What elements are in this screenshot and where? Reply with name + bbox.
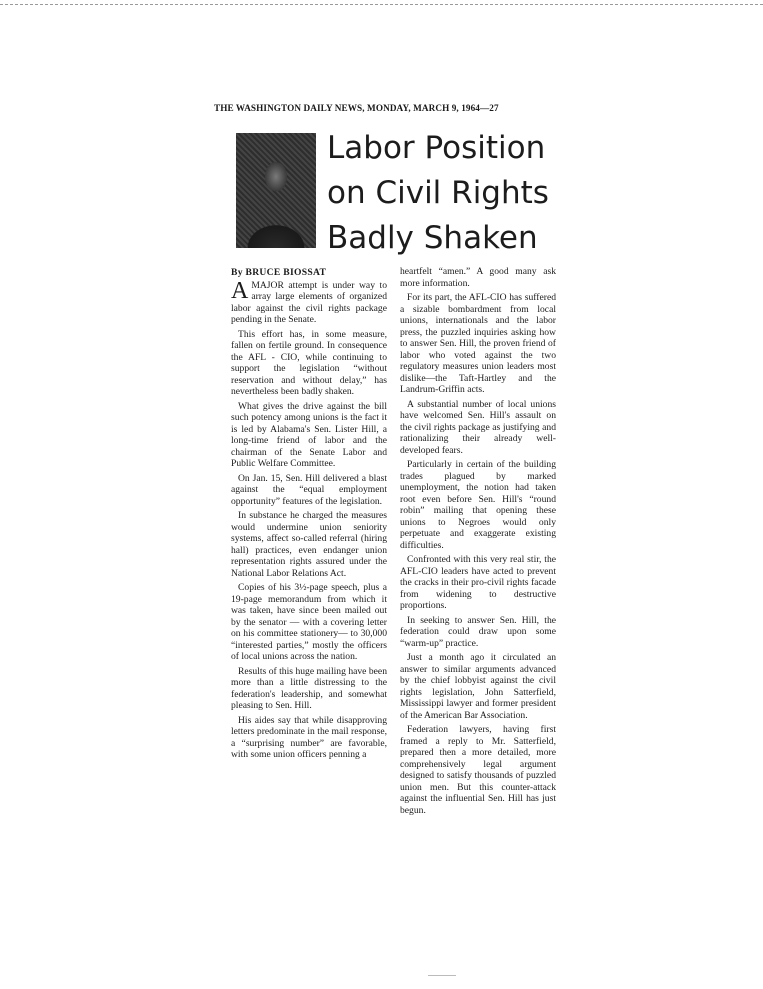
article-headline bbox=[327, 126, 627, 261]
paragraph: Confronted with this very real stir, the AFL-CIO leaders have acted to prevent the cracks in their pro-civil rights facade from widening to destructive proportions. bbox=[400, 554, 556, 611]
paragraph: In seeking to answer Sen. Hill, the federation could draw upon some “warm-up” practice. bbox=[400, 614, 556, 649]
paragraph: This effort has, in some measure, fallen on fertile ground. In consequence the AFL - CIO, while continuing to support the legislation “without reservation and without delay,” has nevertheless been badly shaken. bbox=[231, 328, 387, 397]
headline-line-2: on Civil Rights bbox=[327, 175, 549, 211]
page-top-dashed-rule bbox=[0, 4, 763, 5]
paragraph: Results of this huge mailing have been more than a little distressing to the federation's leadership, and somewhat pleasing to Sen. Hill. bbox=[231, 665, 387, 711]
paragraph: Particularly in certain of the building trades plagued by marked unemployment, the notion had taken root even before Sen. Hill's “round robin” mailing that opening these unions to Negroes would only perpetuate and exaggerate existing difficulties. bbox=[400, 459, 556, 551]
lead-paragraph bbox=[231, 277, 387, 326]
byline: By BRUCE BIOSSAT bbox=[231, 267, 327, 278]
paragraph: His aides say that while disapproving letters predominate in the mail response, a “surprising number” are favorable, with some union officers penning a bbox=[231, 714, 387, 760]
author-photo bbox=[236, 133, 316, 248]
paragraph: What gives the drive against the bill such potency among unions is the fact it is led by Alabama's Sen. Lister Hill, a long-time friend of labor and the chairman of the Senate Labor and Public Welfare Committee. bbox=[231, 400, 387, 469]
paragraph: For its part, the AFL-CIO has suffered a sizable bombardment from local unions, internationals and the labor press, the puzzled inquiries asking how to answer Sen. Hill, the proven friend of labor who voted against the two regulatory measures union leaders most dislike—the Taft-Hartley and the Landrum-Griffin acts. bbox=[400, 292, 556, 395]
newspaper-masthead: THE WASHINGTON DAILY NEWS, MONDAY, MARCH 9, 1964—27 bbox=[214, 103, 499, 113]
article-column-1 bbox=[231, 267, 387, 761]
paragraph: Federation lawyers, having first framed a reply to Mr. Satterfield, prepared then a more detailed, more comprehensively legal argument designed to satisfy thousands of puzzled union men. But this counter-attack against the influential Sen. Hill has just begun. bbox=[400, 724, 556, 816]
paragraph: heartfelt “amen.” A good many ask more information. bbox=[400, 266, 556, 289]
drop-cap: A bbox=[231, 277, 249, 304]
headline-line-1: Labor Position bbox=[327, 130, 546, 166]
article-column-2 bbox=[400, 266, 556, 816]
paragraph: In substance he charged the measures would undermine union seniority systems, affect so-called referral (hiring hall) practices, even endanger union representation rights assured under the National Labor Relations Act. bbox=[231, 510, 387, 579]
paragraph: Just a month ago it circulated an answer to similar arguments advanced by the chief lobbyist against the civil rights legislation, John Satterfield, Mississippi lawyer and former president of the American Bar Association. bbox=[400, 652, 556, 721]
headline-line-3: Badly Shaken bbox=[327, 220, 538, 256]
page-bottom-mark bbox=[428, 975, 456, 976]
paragraph: On Jan. 15, Sen. Hill delivered a blast against the “equal employment opportunity” features of the legislation. bbox=[231, 472, 387, 507]
paragraph: Copies of his 3½-page speech, plus a 19-page memorandum from which it was taken, have since been mailed out by the senator — with a covering letter on his committee stationery— to 30,000 “interested parties,” mostly the officers of local unions across the nation. bbox=[231, 582, 387, 662]
paragraph: A substantial number of local unions have welcomed Sen. Hill's assault on the civil rights package as justifying and rationalizing their already well-developed fears. bbox=[400, 398, 556, 456]
lead-paragraph-text: MAJOR attempt is under way to array large elements of organized labor against the civil rights package pending in the Senate. bbox=[231, 279, 387, 325]
